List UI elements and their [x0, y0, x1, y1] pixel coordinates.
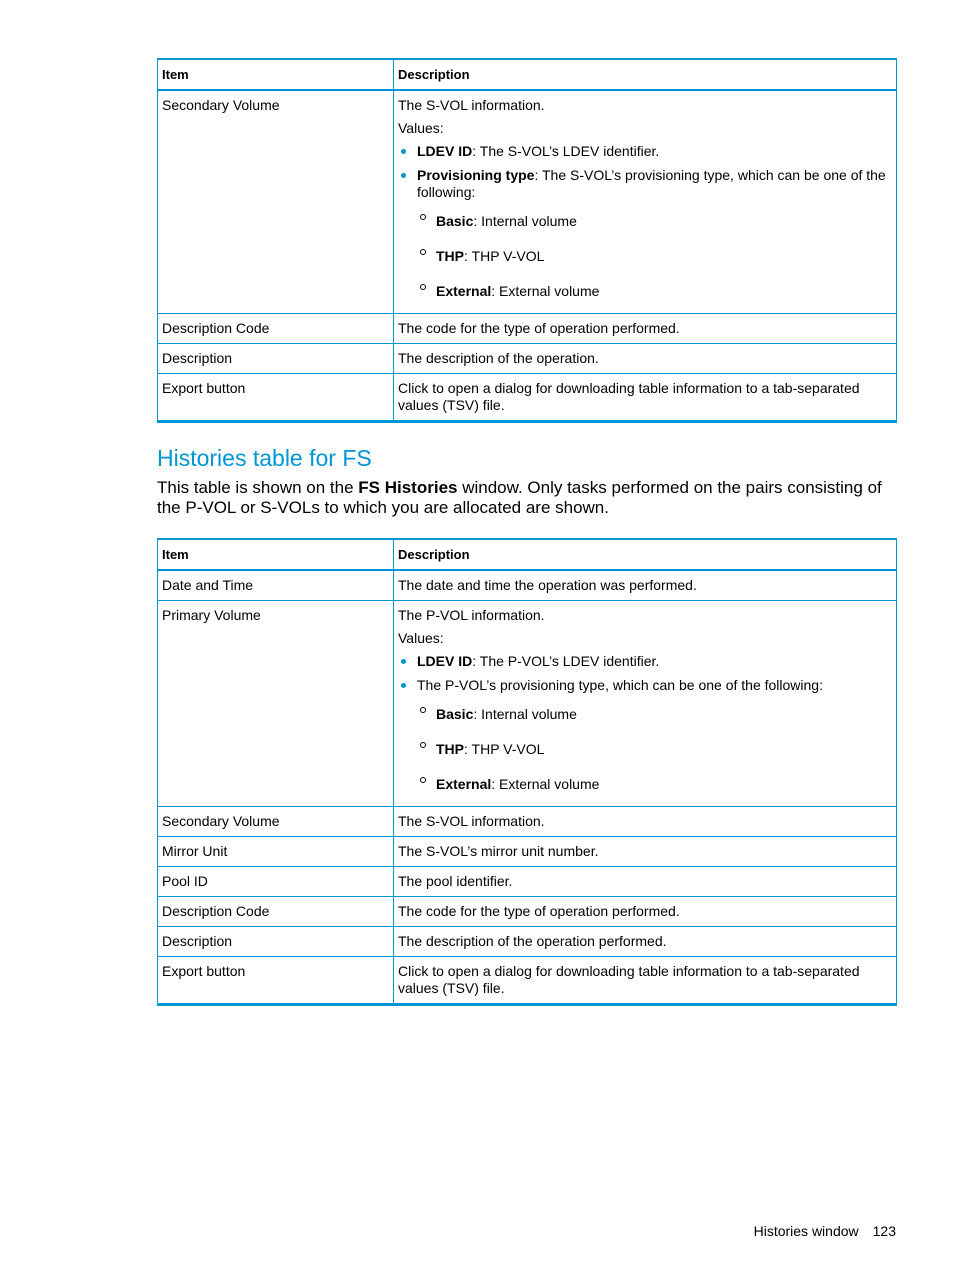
description-cell: The code for the type of operation performed.	[394, 897, 897, 927]
list-item: Provisioning type: The S-VOL’s provisioning type, which can be one of the following: Basic: Internal volume THP: THP V-VOL External: External volume	[398, 167, 891, 300]
list-item: LDEV ID: The S-VOL’s LDEV identifier.	[398, 143, 891, 160]
sub-list-item: External: External volume	[417, 283, 891, 300]
description-cell: The pool identifier.	[394, 867, 897, 897]
section-intro: This table is shown on the FS Histories window. Only tasks performed on the pairs consisting of the P-VOL or S-VOLs to which you are allocated are shown.	[157, 478, 882, 517]
sub-list-item: THP: THP V-VOL	[417, 248, 891, 265]
provisioning-type-list	[417, 213, 891, 300]
sub-list-item: Basic: Internal volume	[417, 706, 891, 723]
description-cell: The date and time the operation was performed.	[394, 570, 897, 601]
footer-section-title: Histories window	[753, 1223, 859, 1239]
table-row	[158, 314, 897, 344]
description-cell	[394, 90, 897, 314]
table-header-row	[158, 539, 897, 570]
item-cell: Description	[158, 344, 394, 374]
table-row	[158, 601, 897, 807]
list-item: The P-VOL’s provisioning type, which can be one of the following: Basic: Internal volume THP: THP V-VOL External: External volume	[398, 677, 891, 793]
item-cell: Export button	[158, 957, 394, 1005]
item-cell: Pool ID	[158, 867, 394, 897]
item-cell: Secondary Volume	[158, 807, 394, 837]
table-row	[158, 570, 897, 601]
table-row	[158, 897, 897, 927]
provisioning-type-list	[417, 706, 891, 793]
column-header-description: Description	[394, 59, 897, 90]
table-row	[158, 867, 897, 897]
item-cell: Description	[158, 927, 394, 957]
item-cell: Description Code	[158, 897, 394, 927]
values-list	[398, 653, 891, 793]
column-header-description: Description	[394, 539, 897, 570]
item-cell: Primary Volume	[158, 601, 394, 807]
items-table-continued	[157, 58, 897, 423]
description-text: The P-VOL information.	[398, 607, 545, 623]
values-list	[398, 143, 891, 300]
page-footer	[754, 1223, 896, 1240]
window-name: FS Histories	[358, 478, 458, 497]
item-cell: Mirror Unit	[158, 837, 394, 867]
sub-list-item: Basic: Internal volume	[417, 213, 891, 230]
values-label: Values:	[398, 630, 444, 646]
list-item: LDEV ID: The P-VOL’s LDEV identifier.	[398, 653, 891, 670]
values-label: Values:	[398, 120, 444, 136]
item-cell: Description Code	[158, 314, 394, 344]
section-heading: Histories table for FS	[157, 445, 372, 471]
page-number: 123	[872, 1223, 896, 1239]
item-cell: Date and Time	[158, 570, 394, 601]
description-cell: The code for the type of operation performed.	[394, 314, 897, 344]
description-text: The S-VOL information.	[398, 97, 545, 113]
column-header-item: Item	[158, 59, 394, 90]
table-row	[158, 344, 897, 374]
description-cell: The description of the operation performed.	[394, 927, 897, 957]
table-row	[158, 837, 897, 867]
sub-list-item: THP: THP V-VOL	[417, 741, 891, 758]
sub-list-item: External: External volume	[417, 776, 891, 793]
table-row	[158, 927, 897, 957]
item-cell: Export button	[158, 374, 394, 422]
table-row	[158, 90, 897, 314]
description-cell	[394, 601, 897, 807]
description-cell: Click to open a dialog for downloading table information to a tab-separated values (TSV) file.	[394, 374, 897, 422]
description-cell: The S-VOL’s mirror unit number.	[394, 837, 897, 867]
description-cell: The S-VOL information.	[394, 807, 897, 837]
table-row	[158, 374, 897, 422]
table-row	[158, 957, 897, 1005]
description-cell: Click to open a dialog for downloading table information to a tab-separated values (TSV) file.	[394, 957, 897, 1005]
description-cell: The description of the operation.	[394, 344, 897, 374]
table-row	[158, 807, 897, 837]
item-cell: Secondary Volume	[158, 90, 394, 314]
column-header-item: Item	[158, 539, 394, 570]
table-header-row	[158, 59, 897, 90]
fs-histories-table	[157, 538, 897, 1006]
